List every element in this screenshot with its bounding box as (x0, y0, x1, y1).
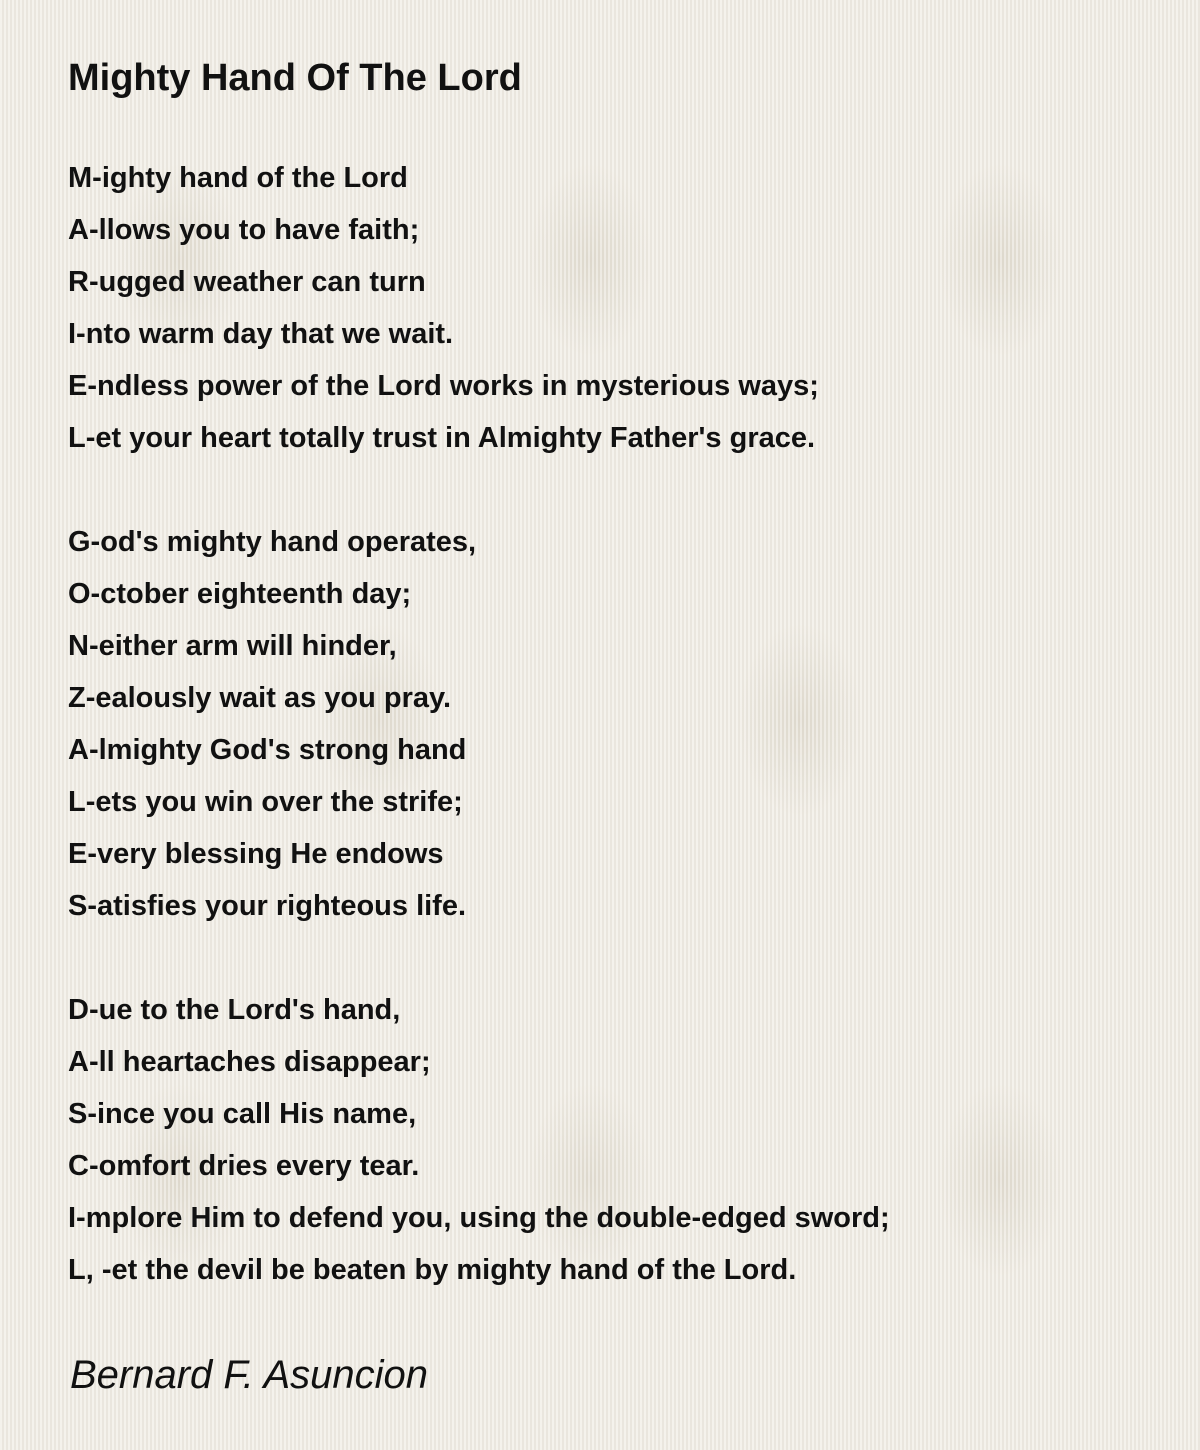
poem-line: S-atisfies your righteous life. (68, 890, 467, 922)
poem-author: Bernard F. Asuncion (70, 1353, 428, 1397)
poem-line: O-ctober eighteenth day; (68, 578, 412, 610)
poem-line: L-ets you win over the strife; (68, 786, 463, 818)
poem-line: L-et your heart totally trust in Almighty Father's grace. (68, 422, 816, 454)
poem-title: Mighty Hand Of The Lord (68, 57, 522, 99)
stanza (68, 152, 1148, 464)
poem-line: S-ince you call His name, (68, 1098, 417, 1130)
poem-line: I-mplore Him to defend you, using the double-edged sword; (68, 1202, 890, 1234)
poem-line: E-ndless power of the Lord works in mysterious ways; (68, 370, 819, 402)
stanza (68, 984, 1148, 1296)
poem-line: D-ue to the Lord's hand, (68, 994, 401, 1026)
poem-line: R-ugged weather can turn (68, 266, 426, 298)
poem-line: E-very blessing He endows (68, 838, 444, 870)
poem-line: Z-ealously wait as you pray. (68, 682, 452, 714)
poem-line: A-lmighty God's strong hand (68, 734, 467, 766)
stanza (68, 516, 1148, 932)
poem-line: A-llows you to have faith; (68, 214, 420, 246)
poem-line: G-od's mighty hand operates, (68, 526, 477, 558)
poem-line: L, -et the devil be beaten by mighty hand of the Lord. (68, 1254, 797, 1286)
poem-line: C-omfort dries every tear. (68, 1150, 420, 1182)
poem-container (68, 56, 1148, 1348)
poem-line: A-ll heartaches disappear; (68, 1046, 431, 1078)
poem-line: M-ighty hand of the Lord (68, 162, 408, 194)
poem-line: N-either arm will hinder, (68, 630, 397, 662)
poem-line: I-nto warm day that we wait. (68, 318, 454, 350)
poem-body (68, 152, 1148, 1296)
